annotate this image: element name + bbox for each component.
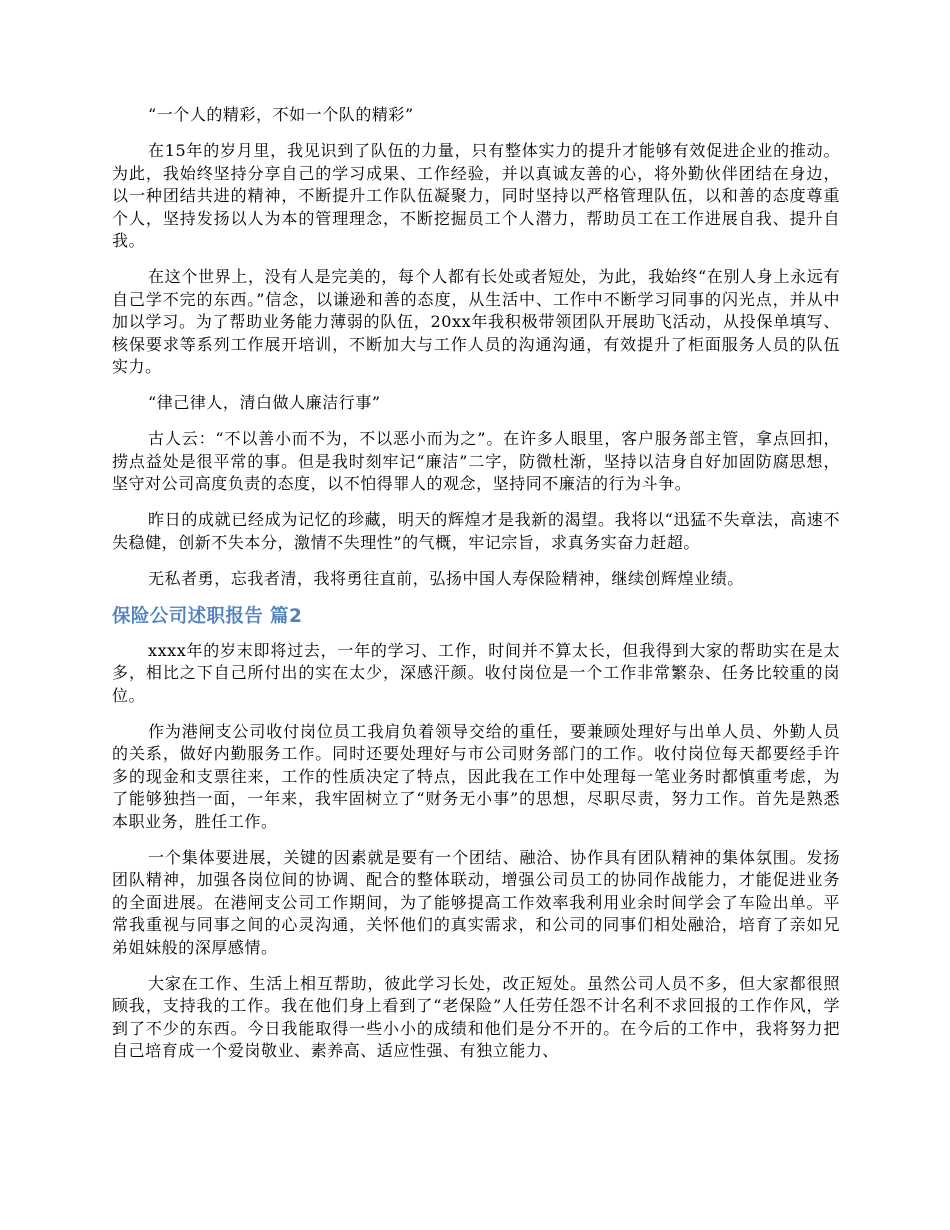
- paragraph-team-spirit: 一个集体要进展，关键的因素就是要有一个团结、融洽、协作具有团队精神的集体氛围。发扬团队精神，加强各岗位间的协调、配合的整体联动，增强公司员工的协同作战能力，才能促进业务的全面进展。在港闸支公司工作期间，为了能够提高工作效率我利用业余时间学会了车险出单。平常我重视与同事之间的心灵沟通，关怀他们的真实需求，和公司的同事们相处融洽，培育了亲如兄弟姐妹般的深厚感情。: [112, 847, 840, 957]
- paragraph-team-strength: 在15年的岁月里，我见识到了队伍的力量，只有整体实力的提升才能够有效促进企业的推动。为此，我始终坚持分享自己的学习成果、工作经验，并以真诚友善的心，将外勤伙伴团结在身边，以一种团结共进的精神，不断提升工作队伍凝聚力，同时坚持以严格管理队伍，以和善的态度尊重个人，坚持发扬以人为本的管理理念，不断挖掘员工个人潜力，帮助员工在工作进展自我、提升自我。: [112, 141, 840, 250]
- quote-heading-integrity: “律己律人，清白做人廉洁行事”: [148, 393, 381, 412]
- paragraph-year-end: xxxx年的岁末即将过去，一年的学习、工作，时间并不算太长，但我得到大家的帮助实在是太多，相比之下自己所付出的实在太少，深感汗颜。收付岗位是一个工作非常繁杂、任务比较重的岗位。: [112, 640, 840, 705]
- paragraph-mutual-help: 大家在工作、生活上相互帮助，彼此学习长处，改正短处。虽然公司人员不多，但大家都很照顾我，支持我的工作。我在他们身上看到了“老保险”人任劳任怨不计名利不求回报的工作作风，学到了不少的东西。今日我能取得一些小小的成绩和他们是分不开的。在今后的工作中，我将努力把自己培育成一个爱岗敬业、素养高、适应性强、有独立能力、: [112, 973, 840, 1060]
- paragraph-learning: 在这个世界上，没有人是完美的，每个人都有长处或者短处，为此，我始终“在别人身上永远有自己学不完的东西。”信念，以谦逊和善的态度，从生活中、工作中不断学习同事的闪光点，并从中加以学习。为了帮助业务能力薄弱的队伍，20xx年我积极带领团队开展助飞活动，从投保单填写、核保要求等系列工作展开培训，不断加大与工作人员的沟通沟通，有效提升了柜面服务人员的队伍实力。: [112, 267, 840, 376]
- paragraph-cashier-role: 作为港闸支公司收付岗位员工我肩负着领导交给的重任，要兼顾处理好与出单人员、外勤人员的关系，做好内勤服务工作。同时还要处理好与市公司财务部门的工作。收付岗位每天都要经手许多的现金和支票往来，工作的性质决定了特点，因此我在工作中处理每一笔业务时都慎重考虑，为了能够独挡一面，一年来，我牢固树立了“财务无小事”的思想，尽职尽责，努力工作。首先是熟悉本职业务，胜任工作。: [112, 721, 840, 831]
- quote-heading-team: “一个人的精彩，不如一个队的精彩”: [148, 105, 414, 124]
- paragraph-integrity: 古人云：“不以善小而不为，不以恶小而为之”。在许多人眼里，客户服务部主管，拿点回扣，捞点益处是很平常的事。但是我时刻牢记“廉洁”二字，防微杜渐，坚持以洁身自好加固防腐思想，坚守对公司高度负责的态度，以不怕得罪人的观念，坚持同不廉洁的行为斗争。: [112, 429, 840, 493]
- paragraph-future: 昨日的成就已经成为记忆的珍藏，明天的辉煌才是我新的渴望。我将以“迅猛不失章法，高速不失稳健，创新不失本分，激情不失理性”的气概，牢记宗旨，求真务实奋力赶超。: [112, 510, 840, 552]
- section-heading: 保险公司述职报告 篇2: [112, 605, 303, 627]
- document-page: [112, 104, 840, 1076]
- paragraph-closing: 无私者勇，忘我者清，我将勇往直前，弘扬中国人寿保险精神，继续创辉煌业绩。: [148, 568, 744, 588]
